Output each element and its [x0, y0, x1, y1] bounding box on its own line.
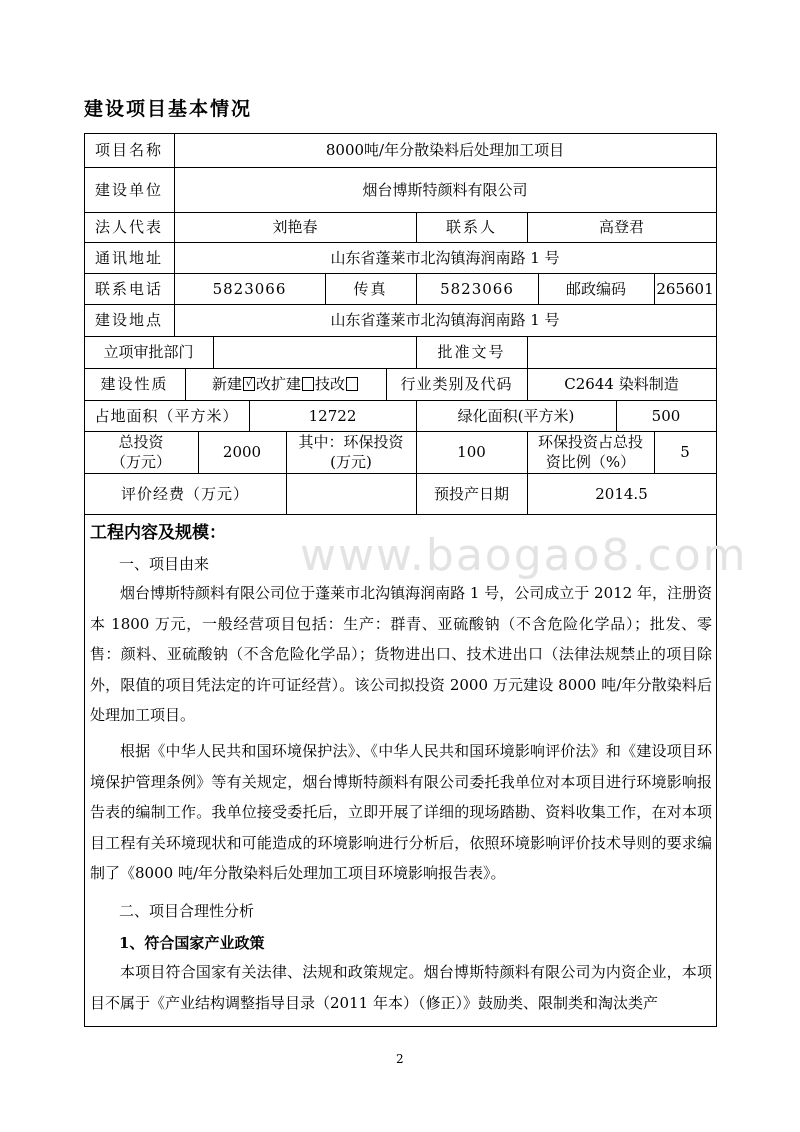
postcode-label: 邮政编码	[565, 279, 626, 298]
nature-expand-text: 改扩建	[255, 375, 301, 393]
page-title: 建设项目基本情况	[84, 98, 253, 120]
industry-value: C2644 染料制造	[564, 375, 679, 393]
nature-tech-text: 技改	[315, 375, 346, 393]
env-investment-label-line1: 其中：环保投资	[298, 433, 404, 451]
site-label: 建设地点	[94, 311, 163, 329]
env-investment-value: 100	[457, 443, 486, 461]
nature-label: 建设性质	[100, 375, 169, 393]
eval-fee-value	[286, 473, 416, 514]
env-investment-label-line2: (万元)	[330, 453, 372, 471]
env-ratio-label	[527, 431, 654, 473]
postcode-value: 265601	[656, 279, 714, 298]
nature-options	[185, 368, 386, 400]
contact-label: 联系人	[445, 218, 497, 236]
site-value: 山东省蓬莱市北沟镇海润南路 1 号	[330, 311, 560, 329]
section-1-title: 一、项目由来	[119, 555, 210, 573]
unit-label: 建设单位	[94, 180, 163, 199]
total-investment-label-line2: （万元）	[110, 453, 171, 471]
paragraph-1: 烟台博斯特颜料有限公司位于蓬莱市北沟镇海润南路 1 号，公司成立于 2012 年，注册资本 1800 万元，一般经营项目包括：生产：群青、亚硫酸钠（不含危险化学品）；批发、零售：颜料、亚硫酸钠（不含危险化学品）；货物进出口、技术进出口（法律法规禁止的项目除外，限值的项目凭法定的许可证经营）。该公司拟投资 2000 万元建设 8000 吨/年分散染料后处理加工项目。	[90, 584, 712, 724]
phone-value: 5823066	[212, 279, 287, 298]
unit-value: 烟台博斯特颜料有限公司	[362, 180, 528, 199]
fax-label: 传真	[353, 279, 388, 298]
paragraph-3: 本项目符合国家有关法律、法规和政策规定。烟台博斯特颜料有限公司为内资企业，本项目不属于《产业结构调整指导目录（2011 年本）（修正）》鼓励类、限制类和淘汰类产	[90, 963, 712, 1012]
area-label: 占地面积（平方米）	[94, 406, 239, 425]
project-name-label: 项目名称	[94, 141, 163, 159]
total-investment-label	[84, 431, 198, 473]
nature-tech-checkbox[interactable]	[346, 377, 358, 391]
checkmark: √	[245, 378, 253, 389]
env-ratio-value: 5	[680, 443, 690, 461]
section-2-title: 二、项目合理性分析	[119, 902, 255, 920]
address-value: 山东省蓬莱市北沟镇海润南路 1 号	[330, 248, 560, 267]
prod-date-label: 预投产日期	[433, 484, 509, 503]
approval-no-label: 批准文号	[437, 343, 506, 361]
approval-dept-label: 立项审批部门	[103, 343, 194, 361]
eval-fee-label: 评价经费（万元）	[120, 484, 249, 503]
total-investment-value: 2000	[222, 443, 262, 461]
area-value: 12722	[308, 406, 357, 425]
subsection-1-title: 1、符合国家产业政策	[119, 934, 265, 952]
contact-value: 高登君	[598, 218, 644, 236]
env-ratio-label-line1: 环保投资占总投	[537, 433, 643, 451]
fax-value: 5823066	[440, 279, 514, 298]
address-label: 通讯地址	[94, 248, 163, 267]
prod-date-value: 2014.5	[595, 484, 648, 503]
content-heading: 工程内容及规模：	[90, 523, 226, 543]
phone-label: 联系电话	[94, 279, 163, 298]
industry-label: 行业类别及代码	[400, 375, 513, 393]
legal-rep-label: 法人代表	[94, 218, 163, 236]
green-value: 500	[651, 406, 681, 425]
env-ratio-label-line2: 资比例（%）	[545, 453, 636, 471]
nature-expand-checkbox[interactable]	[302, 377, 314, 391]
page-number: 2	[396, 1052, 404, 1066]
legal-rep-value: 刘艳春	[272, 218, 318, 236]
green-label: 绿化面积(平方米)	[457, 406, 575, 425]
total-investment-label-line1: 总投资	[118, 433, 164, 451]
nature-new-text: 新建	[211, 375, 242, 393]
approval-dept-value	[213, 336, 416, 368]
project-name-value: 8000吨/年分散染料后处理加工项目	[325, 141, 565, 159]
nature-new-checkbox[interactable]	[243, 377, 255, 391]
env-investment-label	[286, 431, 416, 473]
paragraph-2: 根据《中华人民共和国环境保护法》、《中华人民共和国环境影响评价法》和《建设项目环境保护管理条例》等有关规定，烟台博斯特颜料有限公司委托我单位对本项目进行环境影响报告表的编制工作。我单位接受委托后，立即开展了详细的现场踏勘、资料收集工作，在对本项目工程有关环境现状和可能造成的环境影响进行分析后，依照环境影响评价技术导则的要求编制了《8000 吨/年分散染料后处理加工项目环境影响报告表》。	[90, 742, 712, 882]
watermark: www.baogao8.com	[300, 530, 748, 581]
approval-no-value	[527, 336, 716, 368]
